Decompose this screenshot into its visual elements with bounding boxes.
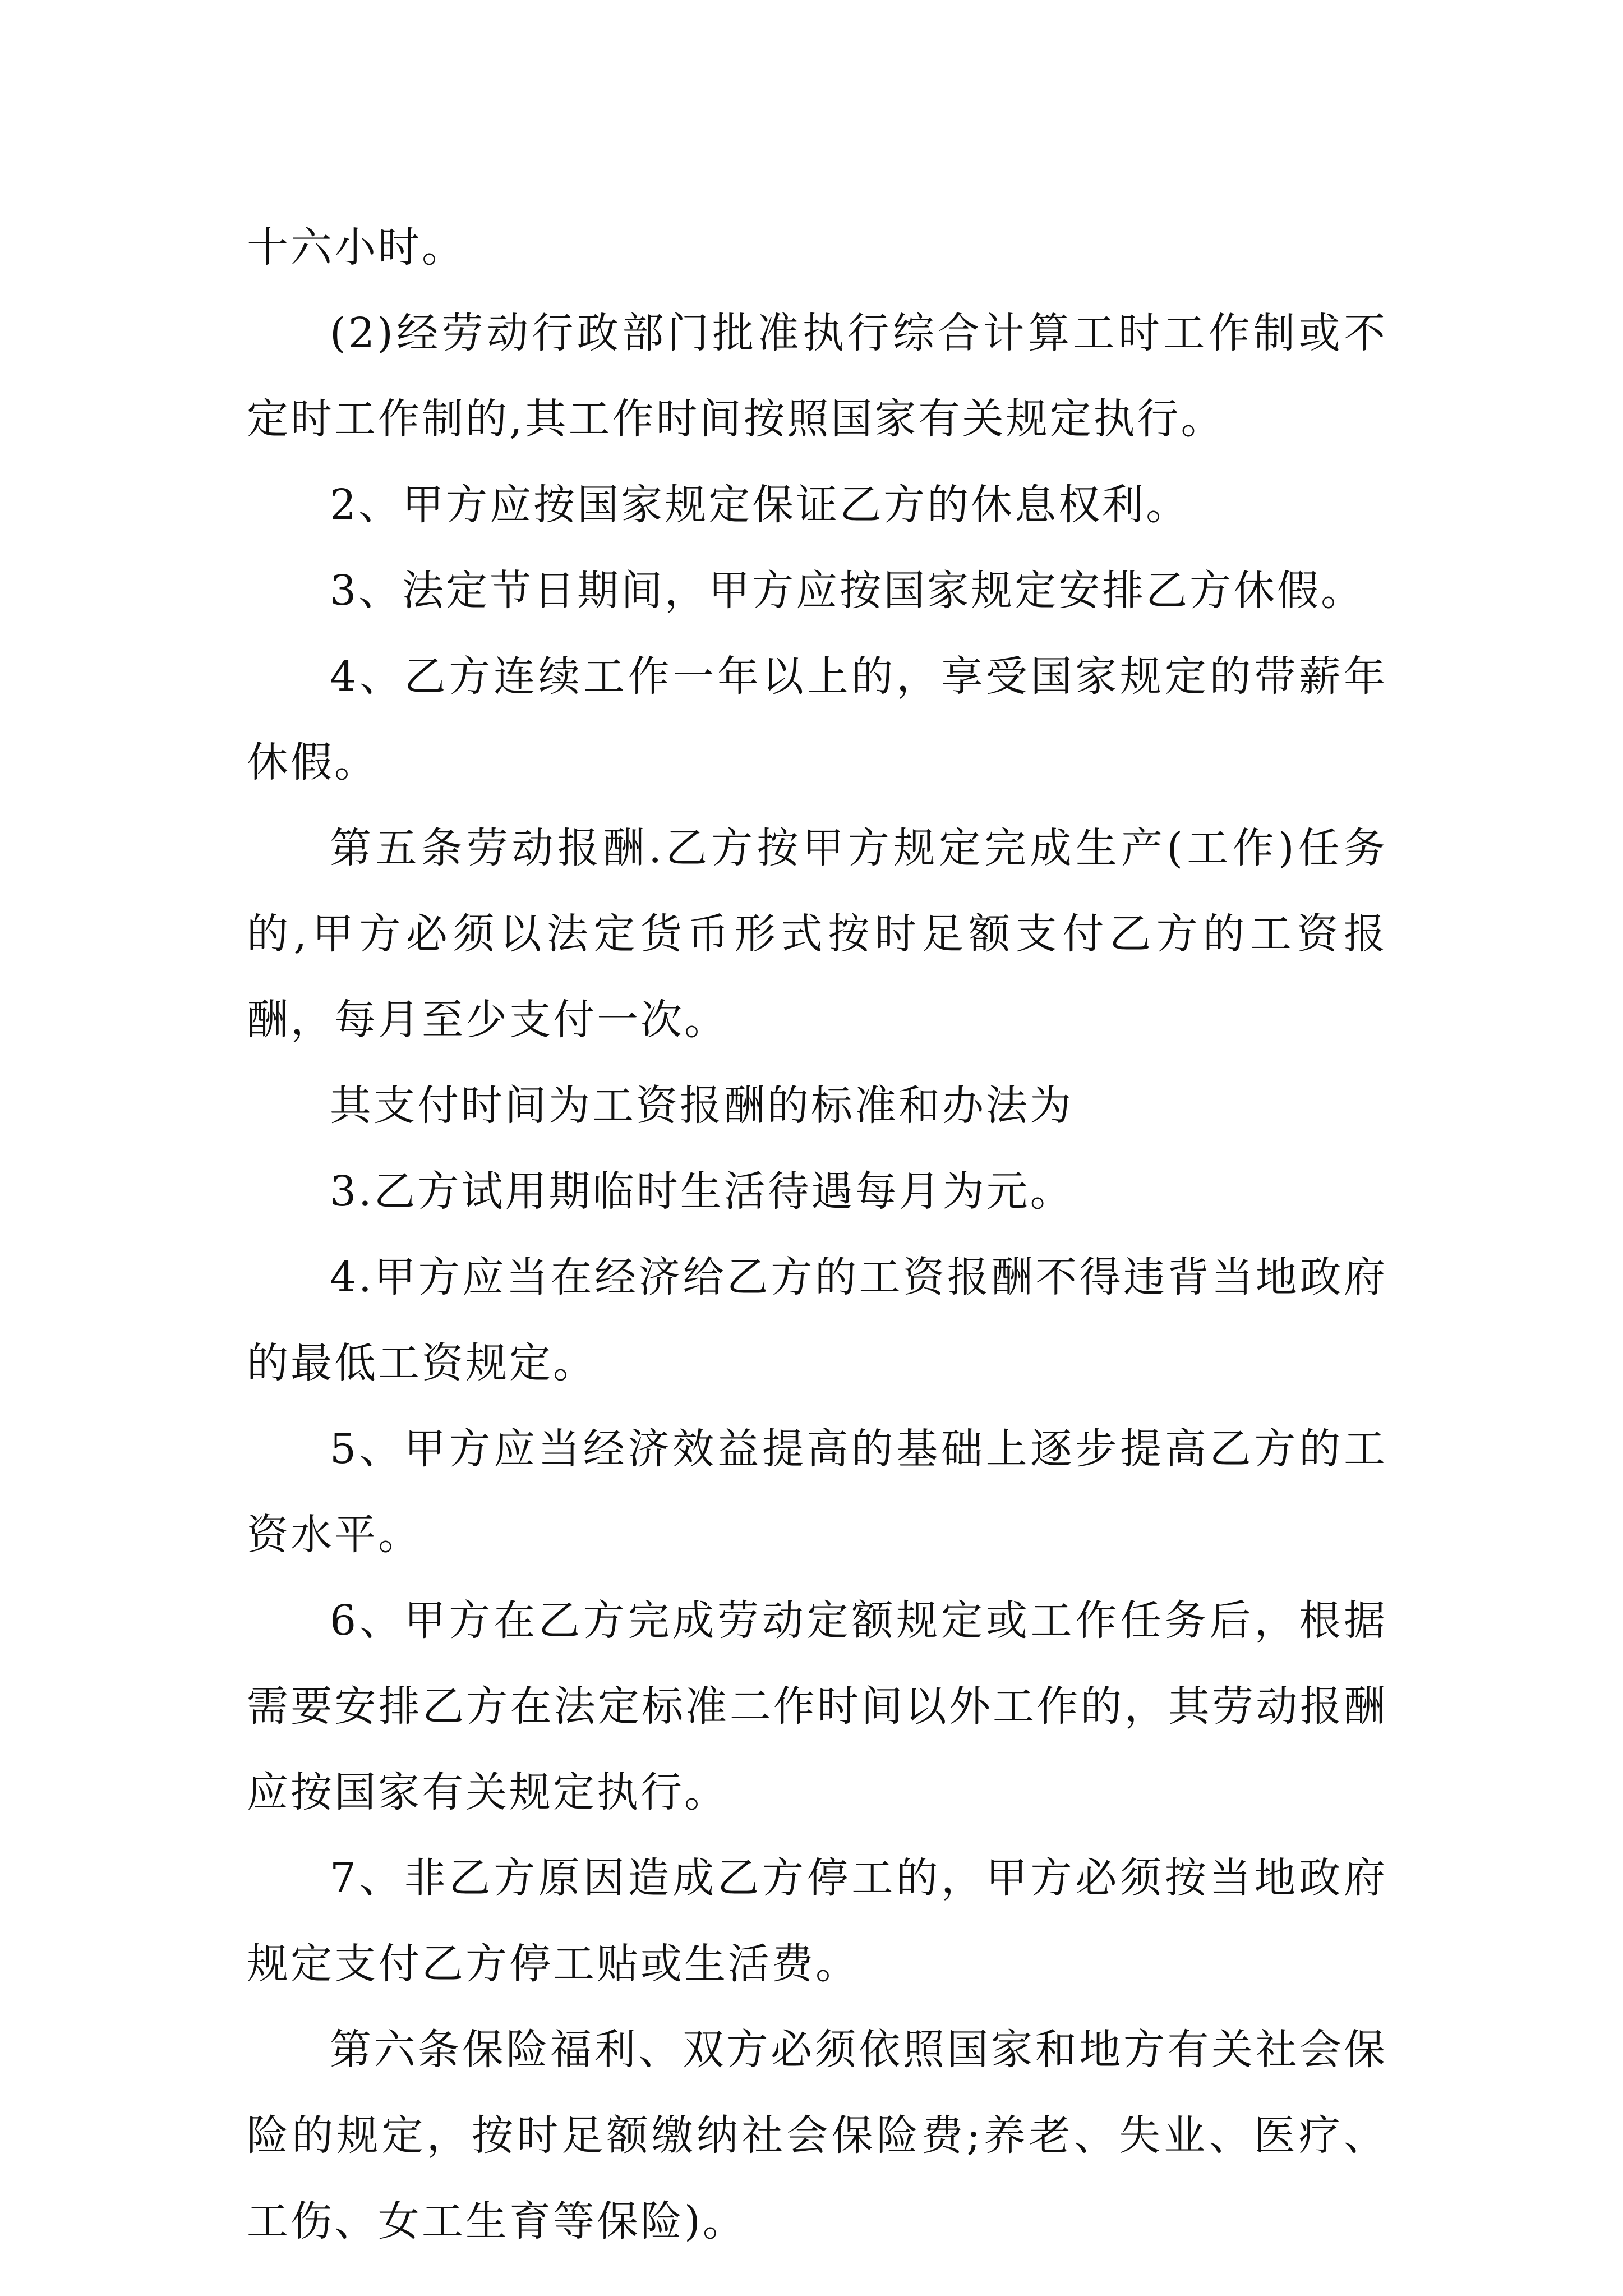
paragraph-5: 4、乙方连续工作一年以上的，享受国家规定的带薪年休假。 — [247, 652, 1387, 786]
paragraph-13: 第六条保险福利、双方必须依照国家和地方有关社会保险的规定，按时足额缴纳社会保险费;养老、失业、医疗、工伤、女工生育等保险)。 — [247, 2026, 1387, 2246]
paragraph-2: (2)经劳动行政部门批准执行综合计算工时工作制或不定时工作制的,其工作时间按照国家有关规定执行。 — [247, 309, 1387, 443]
paragraph-12: 7、非乙方原因造成乙方停工的，甲方必须按当地政府规定支付乙方停工贴或生活费。 — [247, 1854, 1387, 1988]
paragraph-4: 3、法定节日期间，甲方应按国家规定安排乙方休假。 — [330, 567, 1365, 615]
paragraph-3: 2、甲方应按国家规定保证乙方的休息权利。 — [330, 481, 1190, 529]
paragraph-9: 4.甲方应当在经济给乙方的工资报酬不得违背当地政府的最低工资规定。 — [247, 1253, 1387, 1387]
paragraph-10: 5、甲方应当经济效益提高的基础上逐步提高乙方的工资水平。 — [247, 1425, 1387, 1559]
paragraph-1: 十六小时。 — [247, 223, 465, 272]
paragraph-6: 第五条劳动报酬.乙方按甲方规定完成生产(工作)任务的,甲方必须以法定货币形式按时足额支付乙方的工资报酬，每月至少支付一次。 — [247, 824, 1387, 1044]
paragraph-8: 3.乙方试用期临时生活待遇每月为元。 — [330, 1167, 1074, 1216]
document-body — [247, 205, 1387, 2265]
paragraph-7: 其支付时间为工资报酬的标准和办法为 — [330, 1082, 1073, 1130]
paragraph-11: 6、甲方在乙方完成劳动定额规定或工作任务后，根据需要安排乙方在法定标准二作时间以外工作的，其劳动报酬应按国家有关规定执行。 — [247, 1596, 1387, 1816]
